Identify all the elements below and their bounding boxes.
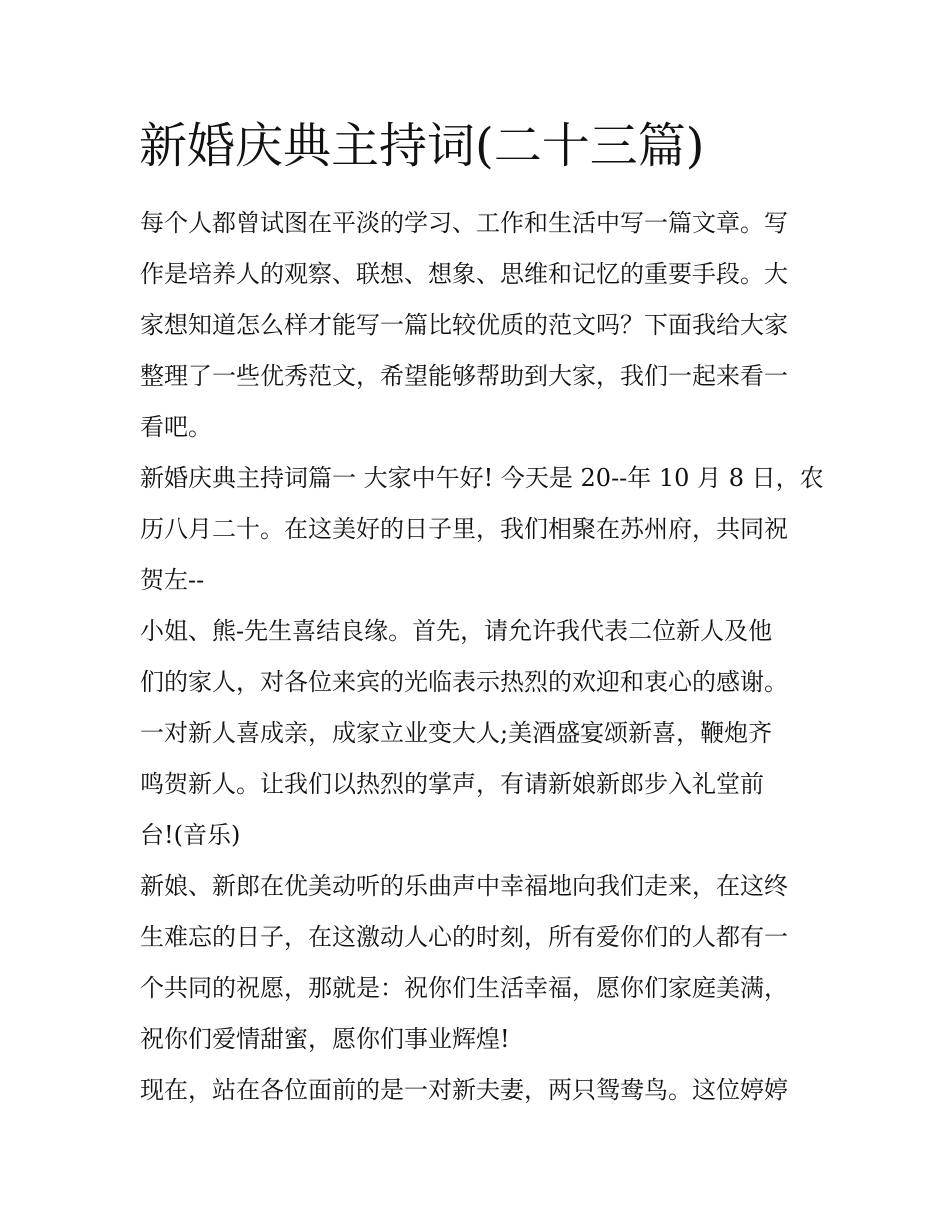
body-line: 看吧。 bbox=[140, 413, 212, 441]
body-line: 小姐、熊-先生喜结良缘。首先，请允许我代表二位新人及他 bbox=[140, 617, 773, 645]
body-line: 鸣贺新人。让我们以热烈的掌声，有请新娘新郎步入礼堂前 bbox=[140, 770, 764, 798]
body-line: 现在，站在各位面前的是一对新夫妻，两只鸳鸯鸟。这位婷婷 bbox=[140, 1076, 788, 1104]
document-title: 新婚庆典主持词(二十三篇) bbox=[139, 118, 705, 174]
body-line: 台!(音乐) bbox=[140, 821, 241, 849]
body-line: 一对新人喜成亲，成家立业变大人;美酒盛宴颂新喜，鞭炮齐 bbox=[140, 719, 773, 747]
body-line: 整理了一些优秀范文，希望能够帮助到大家，我们一起来看一 bbox=[140, 362, 788, 390]
body-line: 们的家人，对各位来宾的光临表示热烈的欢迎和衷心的感谢。 bbox=[140, 668, 788, 696]
body-line: 新娘、新郎在优美动听的乐曲声中幸福地向我们走来，在这终 bbox=[140, 872, 788, 900]
document-body bbox=[140, 198, 824, 1116]
body-line: 家想知道怎么样才能写一篇比较优质的范文吗？下面我给大家 bbox=[140, 311, 788, 339]
body-line: 每个人都曾试图在平淡的学习、工作和生活中写一篇文章。写 bbox=[140, 209, 788, 237]
body-line: 个共同的祝愿，那就是：祝你们生活幸福，愿你们家庭美满， bbox=[140, 974, 788, 1002]
body-line: 作是培养人的观察、联想、想象、思维和记忆的重要手段。大 bbox=[140, 260, 788, 288]
body-line: 祝你们爱情甜蜜，愿你们事业辉煌! bbox=[140, 1025, 510, 1053]
body-line: 生难忘的日子，在这激动人心的时刻，所有爱你们的人都有一 bbox=[140, 923, 788, 951]
body-line: 贺左-- bbox=[140, 566, 205, 594]
body-line: 历八月二十。在这美好的日子里，我们相聚在苏州府，共同祝 bbox=[140, 515, 788, 543]
body-line: 新婚庆典主持词篇一 大家中午好! 今天是 20--年 10 月 8 日，农 bbox=[140, 464, 824, 492]
